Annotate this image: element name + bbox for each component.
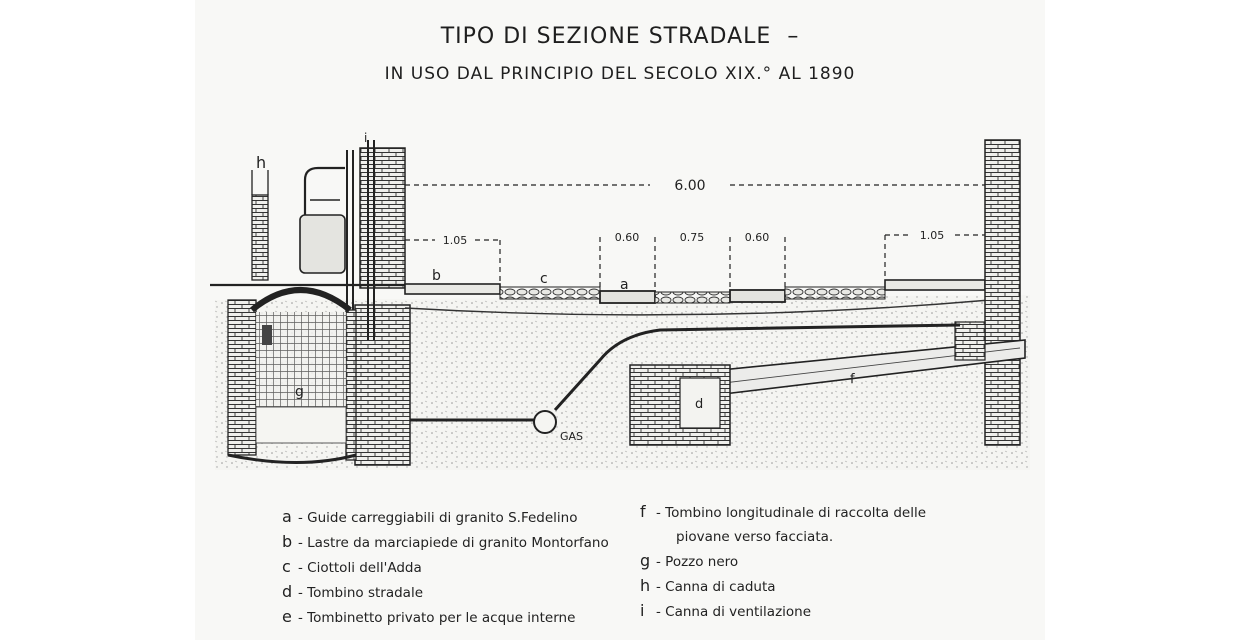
diagram-subtitle: IN USO DAL PRINCIPIO DEL SECOLO XIX.° AL 1890 [384,64,856,84]
cesspit-g [228,290,356,463]
legend-item-c: c - Ciottoli dell'Adda [282,557,422,576]
granite-guide-a-right [730,290,785,302]
legend-right [640,500,926,624]
dim-guide-right: 0.60 [744,231,770,244]
legend-left [282,505,609,630]
legend-item-d: d - Tombino stradale [282,582,424,601]
diagram-title: TIPO DI SEZIONE STRADALE – [440,24,800,49]
label-f: f [850,372,855,387]
label-h: h [256,153,267,172]
label-a: a [620,277,629,293]
label-gas: GAS [560,430,584,443]
legend-item-f-cont: piovane verso facciata. [676,529,834,545]
legend-item-e: e - Tombinetto privato per le acque interne [282,607,576,626]
legend-item-f: f - Tombino longitudinale di raccolta delle [640,502,927,521]
label-g: g [295,384,304,400]
downpipe-h [252,170,268,280]
building-wall-right [985,140,1020,445]
legend-item-b: b - Lastre da marciapiede di granito Montorfano [282,532,609,551]
label-i: i [364,131,368,145]
legend-item-a: a - Guide carreggiabili di granito S.Fedelino [282,507,578,526]
sidewalk-slab-b [405,284,500,294]
legend-item-i: i - Canna di ventilazione [640,601,812,620]
indoor-fixture [300,168,345,273]
dim-left-sidewalk: 1.05 [442,234,468,247]
dim-middle: 0.75 [679,231,705,244]
legend-item-h: h - Canna di caduta [640,576,776,595]
building-wall-left [355,148,410,465]
label-b: b [432,268,441,284]
legend-item-g: g - Pozzo nero [640,551,739,570]
gas-pipe [534,411,556,433]
dim-right-sidewalk: 1.05 [919,229,945,242]
dim-total: 6.00 [674,178,706,194]
sidewalk-slab-right [885,280,985,290]
dim-guide-left: 0.60 [614,231,640,244]
label-d: d [695,397,704,412]
cobblestones-c [500,287,600,299]
label-c: c [540,271,548,287]
